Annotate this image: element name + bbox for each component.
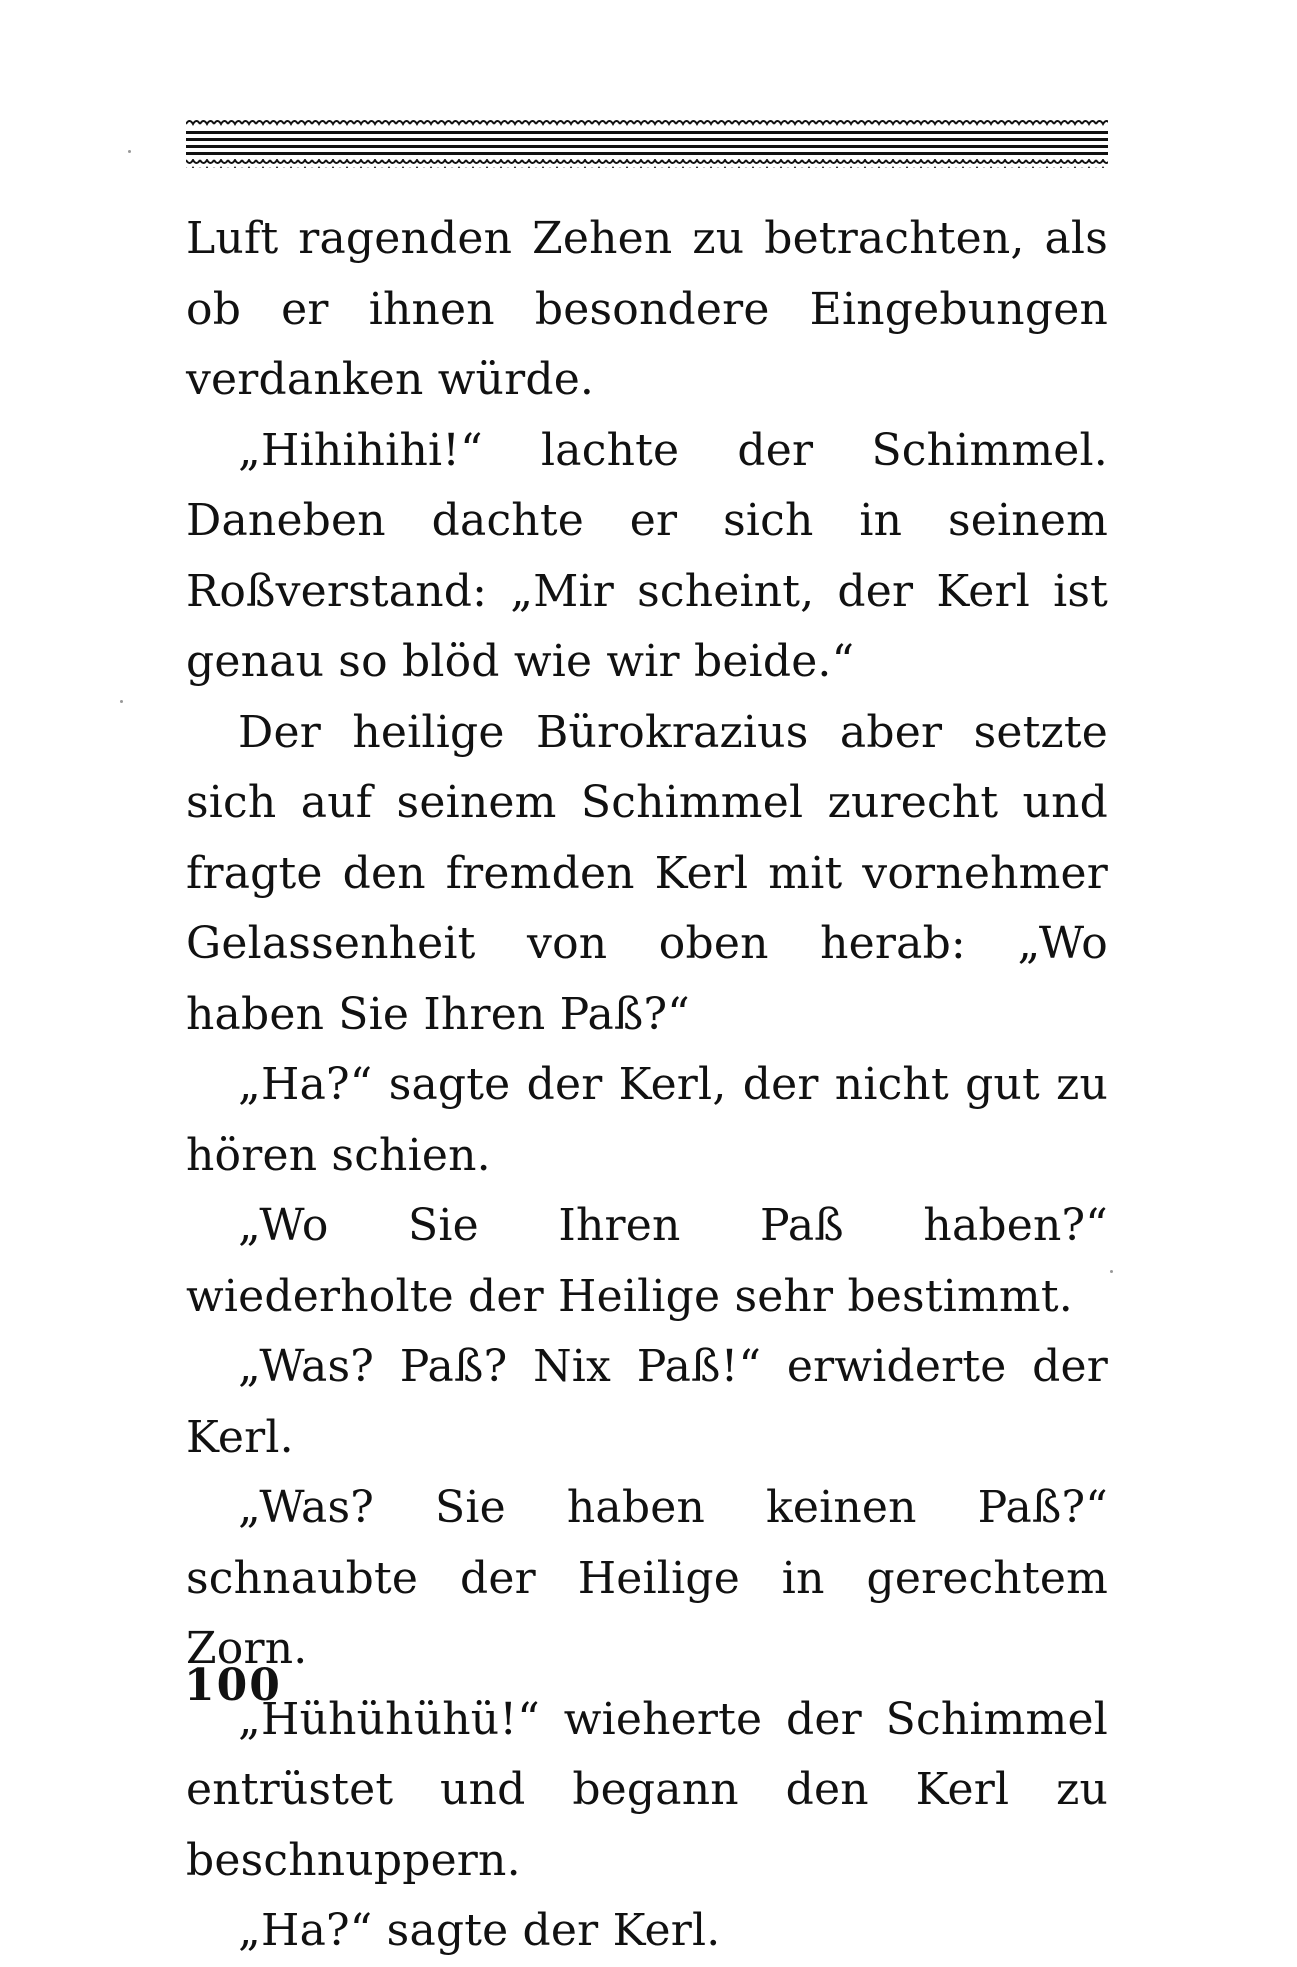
paper-speck [120,700,123,703]
paper-speck [128,150,131,153]
paragraph: „Hihihihi!“ lachte der Schimmel. Daneben dachte er sich in seinem Roßverstand: „Mir scheint, der Kerl ist genau so blöd wie wir beide.“ [186,424,1108,687]
paragraph: „Ha?“ sagte der Kerl. [238,1905,721,1956]
page-number: 100 [184,1660,282,1711]
paragraph: „Ha?“ sagte der Kerl, der nicht gut zu hören schien. [186,1059,1108,1181]
paragraph: „Wo Sie Ihren Paß haben?“ wiederholte der Heilige sehr bestimmt. [186,1200,1108,1322]
paragraph: Luft ragenden Zehen zu betrachten, als ob er ihnen besondere Eingebungen verdanken würde. [186,213,1108,405]
paper-speck [1110,1270,1113,1273]
paragraph: „Hühühühü!“ wieherte der Schimmel entrüstet und begann den Kerl zu beschnuppern. [186,1693,1108,1886]
decorative-header-ornament [186,118,1108,178]
paragraph: „Was? Sie haben keinen Paß?“ schnaubte der Heilige in gerechtem Zorn. [186,1482,1108,1674]
paragraph: Der heilige Bürokrazius aber setzte sich auf seinem Schimmel zurecht und fragte den fremden Kerl mit vornehmer Gelassenheit von oben herab: „Wo haben Sie Ihren Paß?“ [186,706,1108,1040]
body-text [186,204,1108,1967]
paragraph: „Was? Paß? Nix Paß!“ erwiderte der Kerl. [186,1341,1108,1463]
